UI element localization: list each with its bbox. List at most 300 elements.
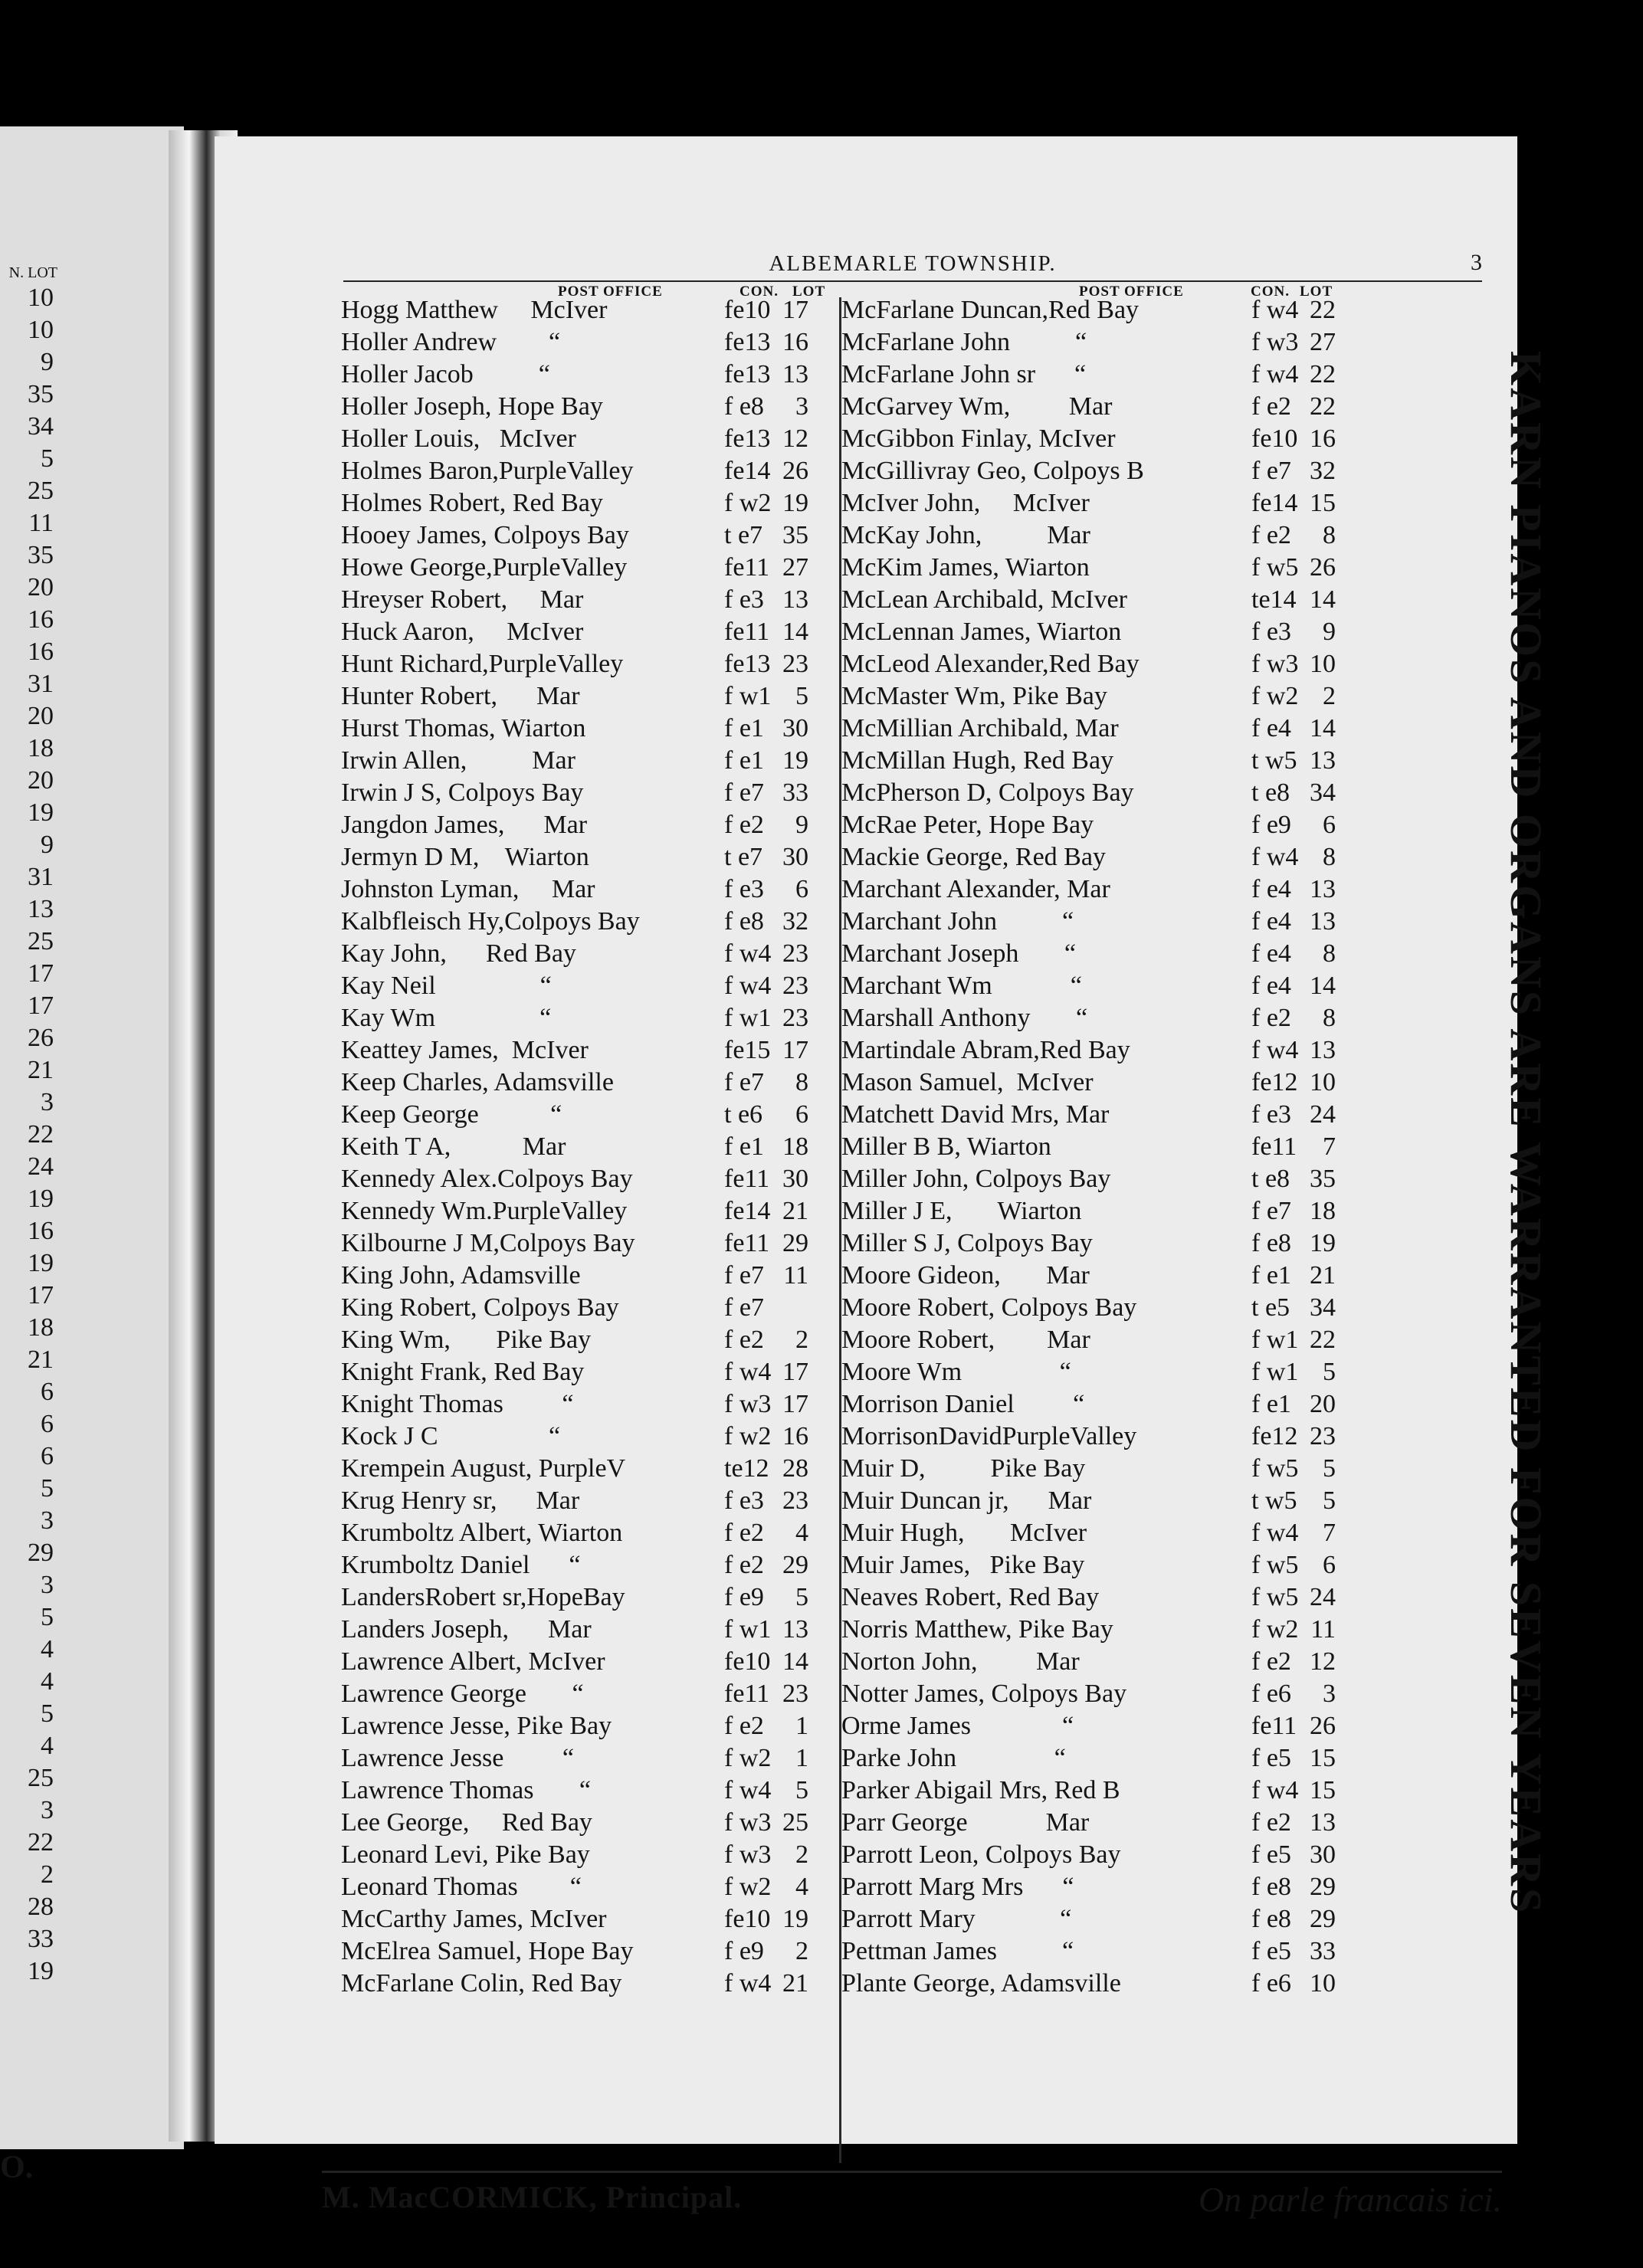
entry-name-post-office: Krempein August, PurpleV <box>341 1454 626 1483</box>
facing-page-lot-value: 21 <box>28 1345 54 1374</box>
entry-concession: t e8 <box>1251 1165 1290 1193</box>
entry-name-post-office: McFarlane John sr “ <box>841 360 1087 388</box>
directory-entry <box>841 1871 1378 1903</box>
directory-entry <box>841 294 1378 326</box>
entry-concession: t w5 <box>1251 746 1297 775</box>
directory-entry <box>841 1839 1378 1871</box>
entry-concession: f w3 <box>724 1808 772 1837</box>
entry-concession: f e1 <box>1251 1261 1291 1290</box>
facing-page-lot-value: 19 <box>28 1185 54 1213</box>
entry-lot: 33 <box>782 778 808 807</box>
entry-name-post-office: Kilbourne J M,Colpoys Bay <box>341 1229 635 1257</box>
entry-lot: 34 <box>1310 1293 1336 1322</box>
entry-concession: f w1 <box>724 1004 772 1032</box>
entry-lot: 8 <box>1323 939 1336 968</box>
entry-lot: 20 <box>1310 1390 1336 1418</box>
facing-page-lot-value: 16 <box>28 637 54 666</box>
facing-page-lot-value: 4 <box>41 1635 54 1663</box>
entry-lot: 17 <box>782 296 808 324</box>
directory-entry <box>341 1614 877 1646</box>
entry-lot: 29 <box>782 1229 808 1257</box>
entry-name-post-office: Irwin J S, Colpoys Bay <box>341 778 584 807</box>
directory-entry <box>341 1968 877 2000</box>
entry-name-post-office: Knight Thomas “ <box>341 1390 574 1418</box>
entry-concession: f e7 <box>724 1068 764 1096</box>
entry-name-post-office: Marshall Anthony “ <box>841 1004 1088 1032</box>
entry-concession: f w4 <box>724 939 772 968</box>
entry-concession: te14 <box>1251 585 1297 614</box>
entry-concession: f w4 <box>724 1776 772 1804</box>
entry-name-post-office: Kay Wm “ <box>341 1004 552 1032</box>
entry-lot: 32 <box>1310 457 1336 485</box>
directory-entry <box>841 1646 1378 1678</box>
directory-entry <box>341 938 877 970</box>
entry-name-post-office: Notter James, Colpoys Bay <box>841 1680 1127 1708</box>
directory-entry <box>841 1067 1378 1099</box>
facing-page-lot-value: 19 <box>28 1957 54 1985</box>
entry-concession: f e3 <box>724 1486 764 1515</box>
entry-lot: 21 <box>782 1197 808 1225</box>
directory-entry <box>341 1292 877 1324</box>
entry-lot: 22 <box>1310 1326 1336 1354</box>
directory-entry <box>341 1388 877 1421</box>
facing-page-lot-value: 22 <box>28 1828 54 1857</box>
entry-name-post-office: Holler Louis, McIver <box>341 424 576 453</box>
entry-name-post-office: Lawrence Albert, McIver <box>341 1647 605 1676</box>
entry-concession: f w1 <box>1251 1358 1299 1386</box>
entry-lot: 7 <box>1323 1132 1336 1161</box>
entry-name-post-office: Hunter Robert, Mar <box>341 682 580 710</box>
entry-name-post-office: Matchett David Mrs, Mar <box>841 1100 1110 1129</box>
facing-page-lot-value: 5 <box>41 1603 54 1631</box>
entry-name-post-office: Hooey James, Colpoys Bay <box>341 521 629 549</box>
entry-name-post-office: Keep Charles, Adamsville <box>341 1068 614 1096</box>
entry-concession: f e7 <box>724 1261 764 1290</box>
directory-entry <box>841 970 1378 1002</box>
entry-concession: f w1 <box>724 1615 772 1644</box>
footer-french-note: On parle francais ici. <box>1198 2180 1502 2219</box>
directory-entry <box>341 1935 877 1968</box>
directory-entry <box>341 1163 877 1195</box>
entry-lot: 11 <box>1310 1615 1336 1644</box>
directory-entry <box>341 423 877 455</box>
entry-lot: 15 <box>1310 1744 1336 1772</box>
entry-concession: f w5 <box>1251 553 1299 582</box>
entry-lot: 10 <box>1310 650 1336 678</box>
entry-concession: fe10 <box>1251 424 1298 453</box>
entry-lot: 5 <box>1323 1454 1336 1483</box>
entry-lot: 13 <box>1310 1036 1336 1064</box>
entry-concession: t e6 <box>724 1100 763 1129</box>
facing-page-lot-value: 35 <box>28 541 54 569</box>
entry-concession: fe10 <box>724 1905 771 1933</box>
entry-lot: 35 <box>782 521 808 549</box>
entry-concession: f e4 <box>1251 714 1291 742</box>
facing-page-lot-value: 20 <box>28 766 54 795</box>
entry-concession: f w4 <box>1251 1776 1299 1804</box>
entry-concession: fe13 <box>724 328 771 356</box>
entry-concession: fe12 <box>1251 1422 1298 1450</box>
entry-name-post-office: Jangdon James, Mar <box>341 811 588 839</box>
facing-page-lot-value: 4 <box>41 1667 54 1696</box>
entry-lot: 10 <box>1310 1068 1336 1096</box>
entry-name-post-office: Parke John “ <box>841 1744 1066 1772</box>
entry-name-post-office: Parrott Marg Mrs “ <box>841 1873 1074 1901</box>
facing-page-lot-value: 25 <box>28 927 54 955</box>
entry-lot: 26 <box>1310 1712 1336 1740</box>
entry-lot: 14 <box>782 618 808 646</box>
facing-page-lot-value: 5 <box>41 444 54 473</box>
entry-concession: f e1 <box>1251 1390 1291 1418</box>
directory-entry <box>341 1678 877 1710</box>
directory-entry <box>341 841 877 873</box>
directory-entry <box>841 1324 1378 1356</box>
entry-name-post-office: Keith T A, Mar <box>341 1132 566 1161</box>
facing-page-lot-value: 4 <box>41 1732 54 1760</box>
directory-entry <box>841 1935 1378 1968</box>
entry-concession: f e3 <box>1251 1100 1291 1129</box>
entry-lot: 17 <box>782 1036 808 1064</box>
facing-page-lot-value: 3 <box>41 1506 54 1535</box>
directory-entry <box>341 809 877 841</box>
right-con-header: CON. <box>1251 284 1290 300</box>
directory-entry <box>341 1356 877 1388</box>
entry-name-post-office: Moore Wm “ <box>841 1358 1071 1386</box>
entry-concession: f w2 <box>1251 1615 1299 1644</box>
entry-concession: fe11 <box>724 1229 770 1257</box>
directory-entry <box>341 1421 877 1453</box>
directory-entry <box>841 1002 1378 1034</box>
directory-entry <box>341 1710 877 1742</box>
directory-entry <box>341 391 877 423</box>
entry-name-post-office: Hunt Richard,PurpleValley <box>341 650 624 678</box>
directory-entry <box>841 1034 1378 1067</box>
entry-concession: f w1 <box>724 682 772 710</box>
entry-lot: 15 <box>1310 489 1336 517</box>
entry-name-post-office: King Robert, Colpoys Bay <box>341 1293 619 1322</box>
entry-name-post-office: McFarlane Colin, Red Bay <box>341 1969 622 1998</box>
entry-name-post-office: McGibbon Finlay, McIver <box>841 424 1116 453</box>
entry-name-post-office: Morrison Daniel “ <box>841 1390 1085 1418</box>
entry-name-post-office: Norris Matthew, Pike Bay <box>841 1615 1113 1644</box>
entry-lot: 2 <box>795 1326 808 1354</box>
entry-name-post-office: Howe George,PurpleValley <box>341 553 628 582</box>
entry-name-post-office: McMillian Archibald, Mar <box>841 714 1119 742</box>
entry-concession: f w4 <box>1251 843 1299 871</box>
entry-lot: 26 <box>1310 553 1336 582</box>
directory-entry <box>841 713 1378 745</box>
entry-concession: f w2 <box>724 489 772 517</box>
directory-entry <box>841 1775 1378 1807</box>
directory-entry <box>341 1839 877 1871</box>
directory-entry <box>341 1646 877 1678</box>
entry-concession: t e5 <box>1251 1293 1290 1322</box>
entry-concession: f e9 <box>724 1937 764 1965</box>
entry-name-post-office: Huck Aaron, McIver <box>341 618 584 646</box>
directory-entry <box>841 519 1378 552</box>
entry-lot: 18 <box>782 1132 808 1161</box>
entry-lot: 19 <box>782 489 808 517</box>
entry-name-post-office: Lawrence Jesse, Pike Bay <box>341 1712 612 1740</box>
entry-name-post-office: Kalbfleisch Hy,Colpoys Bay <box>341 907 640 936</box>
entry-name-post-office: Hreyser Robert, Mar <box>341 585 584 614</box>
entry-lot: 15 <box>1310 1776 1336 1804</box>
entry-concession: t e7 <box>724 843 763 871</box>
entry-name-post-office: King Wm, Pike Bay <box>341 1326 592 1354</box>
directory-entry <box>841 423 1378 455</box>
facing-page-lot-value: 25 <box>28 477 54 505</box>
entry-lot: 4 <box>795 1519 808 1547</box>
entry-name-post-office: Hogg Matthew McIver <box>341 296 608 324</box>
directory-entry <box>841 648 1378 680</box>
entry-name-post-office: Landers Joseph, Mar <box>341 1615 592 1644</box>
directory-entry <box>341 455 877 487</box>
entry-name-post-office: McKay John, Mar <box>841 521 1090 549</box>
directory-entry <box>841 1581 1378 1614</box>
entry-name-post-office: Muir James, Pike Bay <box>841 1551 1085 1579</box>
entry-name-post-office: Pettman James “ <box>841 1937 1074 1965</box>
directory-entry <box>341 1131 877 1163</box>
left-post-office-header: POST OFFICE <box>558 284 663 300</box>
entry-name-post-office: Parker Abigail Mrs, Red B <box>841 1776 1120 1804</box>
entry-lot: 19 <box>782 1905 808 1933</box>
facing-page-lot-value: 5 <box>41 1699 54 1728</box>
directory-entry <box>341 519 877 552</box>
entry-name-post-office: Keep George “ <box>341 1100 562 1129</box>
entry-name-post-office: Krug Henry sr, Mar <box>341 1486 580 1515</box>
entry-name-post-office: Parrott Mary “ <box>841 1905 1072 1933</box>
entry-concession: f e1 <box>724 714 764 742</box>
entry-name-post-office: Moore Gideon, Mar <box>841 1261 1090 1290</box>
directory-entry <box>841 1742 1378 1775</box>
facing-page-lot-value: 22 <box>28 1120 54 1149</box>
entry-name-post-office: Miller John, Colpoys Bay <box>841 1165 1111 1193</box>
directory-entry <box>341 1260 877 1292</box>
entry-name-post-office: Miller B B, Wiarton <box>841 1132 1051 1161</box>
entry-name-post-office: Mackie George, Red Bay <box>841 843 1106 871</box>
entry-lot: 24 <box>1310 1100 1336 1129</box>
entry-concession: fe11 <box>724 1680 770 1708</box>
entry-concession: fe11 <box>1251 1132 1297 1161</box>
entry-name-post-office: Krumboltz Albert, Wiarton <box>341 1519 623 1547</box>
entry-lot: 30 <box>782 843 808 871</box>
entry-lot: 19 <box>782 746 808 775</box>
entry-concession: f e6 <box>1251 1680 1291 1708</box>
entry-concession: f w1 <box>1251 1326 1299 1354</box>
entry-concession: t e8 <box>1251 778 1290 807</box>
directory-entry <box>341 713 877 745</box>
left-column-entries <box>341 294 877 2000</box>
directory-entry <box>341 1871 877 1903</box>
entry-concession: f e7 <box>724 1293 764 1322</box>
directory-entry <box>841 1549 1378 1581</box>
entry-lot: 1 <box>795 1712 808 1740</box>
directory-entry <box>841 938 1378 970</box>
entry-concession: fe11 <box>724 553 770 582</box>
directory-entry <box>841 455 1378 487</box>
directory-entry <box>841 1227 1378 1260</box>
directory-entry <box>841 841 1378 873</box>
entry-name-post-office: Kay John, Red Bay <box>341 939 576 968</box>
vertical-advertisement: KARN PIANOS AND ORGANS ARE WARRANTED FOR SEVEN YEARS <box>1501 351 1551 1916</box>
facing-page-lot-value: 31 <box>28 670 54 698</box>
entry-concession: fe11 <box>1251 1712 1297 1740</box>
directory-entry <box>841 1388 1378 1421</box>
entry-concession: f e2 <box>724 1519 764 1547</box>
entry-name-post-office: Irwin Allen, Mar <box>341 746 576 775</box>
entry-lot: 22 <box>1310 296 1336 324</box>
facing-page-lot-value: 31 <box>28 863 54 891</box>
facing-page-lot-value: 6 <box>41 1442 54 1470</box>
entry-concession: f e5 <box>1251 1937 1291 1965</box>
entry-concession: f e4 <box>1251 907 1291 936</box>
entry-concession: f w2 <box>1251 682 1299 710</box>
entry-name-post-office: McMillan Hugh, Red Bay <box>841 746 1114 775</box>
entry-lot: 16 <box>782 1422 808 1450</box>
facing-page-lot-value: 18 <box>28 734 54 762</box>
entry-name-post-office: Muir D, Pike Bay <box>841 1454 1086 1483</box>
entry-lot: 22 <box>1310 360 1336 388</box>
entry-lot: 8 <box>1323 521 1336 549</box>
entry-lot: 8 <box>1323 843 1336 871</box>
entry-name-post-office: McFarlane Duncan,Red Bay <box>841 296 1140 324</box>
entry-concession: f e4 <box>1251 875 1291 903</box>
entry-name-post-office: Neaves Robert, Red Bay <box>841 1583 1100 1611</box>
facing-page-lot-value: 20 <box>28 573 54 601</box>
facing-page-lot-value: 13 <box>28 895 54 923</box>
entry-name-post-office: McRae Peter, Hope Bay <box>841 811 1094 839</box>
page-title: ALBEMARLE TOWNSHIP. <box>769 251 1057 276</box>
entry-concession: f e7 <box>1251 1197 1291 1225</box>
directory-entry <box>841 1517 1378 1549</box>
directory-entry <box>341 584 877 616</box>
entry-name-post-office: Kennedy Wm.PurpleValley <box>341 1197 628 1225</box>
entry-concession: f e5 <box>1251 1840 1291 1869</box>
entry-lot: 10 <box>1310 1969 1336 1998</box>
directory-entry <box>841 1260 1378 1292</box>
entry-name-post-office: Lawrence Thomas “ <box>341 1776 592 1804</box>
entry-name-post-office: McGillivray Geo, Colpoys B <box>841 457 1144 485</box>
facing-page-lot-value: 3 <box>41 1571 54 1599</box>
entry-name-post-office: Miller S J, Colpoys Bay <box>841 1229 1093 1257</box>
entry-lot: 30 <box>1310 1840 1336 1869</box>
entry-name-post-office: Holmes Baron,PurpleValley <box>341 457 634 485</box>
entry-name-post-office: Leonard Levi, Pike Bay <box>341 1840 590 1869</box>
directory-entry <box>841 1903 1378 1935</box>
entry-lot: 25 <box>782 1808 808 1837</box>
entry-name-post-office: MorrisonDavidPurpleValley <box>841 1422 1137 1450</box>
entry-concession: f e9 <box>1251 811 1291 839</box>
entry-lot: 32 <box>782 907 808 936</box>
entry-lot: 13 <box>1310 746 1336 775</box>
entry-lot: 30 <box>782 714 808 742</box>
entry-name-post-office: Holmes Robert, Red Bay <box>341 489 603 517</box>
entry-concession: f e8 <box>1251 1229 1291 1257</box>
entry-concession: f e8 <box>1251 1905 1291 1933</box>
directory-entry <box>341 1099 877 1131</box>
entry-lot: 16 <box>1310 424 1336 453</box>
directory-entry <box>341 1324 877 1356</box>
directory-entry <box>841 809 1378 841</box>
directory-entry <box>341 1485 877 1517</box>
entry-lot: 2 <box>1323 682 1336 710</box>
directory-entry <box>341 1002 877 1034</box>
entry-lot: 5 <box>795 1583 808 1611</box>
entry-name-post-office: Hurst Thomas, Wiarton <box>341 714 586 742</box>
entry-concession: f w3 <box>1251 650 1299 678</box>
footer-principal: M. MacCORMICK, Principal. <box>322 2180 743 2214</box>
directory-entry <box>341 648 877 680</box>
entry-name-post-office: Martindale Abram,Red Bay <box>841 1036 1130 1064</box>
facing-page-lot-value: 9 <box>41 348 54 376</box>
directory-entry <box>841 584 1378 616</box>
entry-lot: 33 <box>1310 1937 1336 1965</box>
directory-entry <box>341 487 877 519</box>
entry-name-post-office: McKim James, Wiarton <box>841 553 1090 582</box>
entry-concession: fe13 <box>724 424 771 453</box>
entry-concession: f e3 <box>724 875 764 903</box>
entry-name-post-office: Lawrence George “ <box>341 1680 584 1708</box>
entry-concession: f e7 <box>1251 457 1291 485</box>
entry-concession: f e1 <box>724 1132 764 1161</box>
entry-concession: te12 <box>724 1454 769 1483</box>
entry-name-post-office: Lawrence Jesse “ <box>341 1744 574 1772</box>
entry-name-post-office: Plante George, Adamsville <box>841 1969 1121 1998</box>
directory-entry <box>341 1581 877 1614</box>
entry-lot: 5 <box>1323 1358 1336 1386</box>
directory-entry <box>341 906 877 938</box>
directory-entry <box>341 1067 877 1099</box>
entry-name-post-office: McLean Archibald, McIver <box>841 585 1127 614</box>
directory-entry <box>341 359 877 391</box>
directory-page <box>215 136 1551 2219</box>
entry-concession: f e2 <box>724 1712 764 1740</box>
directory-entry <box>841 487 1378 519</box>
entry-lot: 23 <box>782 972 808 1000</box>
entry-concession: f w2 <box>724 1744 772 1772</box>
entry-concession: t w5 <box>1251 1486 1297 1515</box>
facing-page-lot-header: N. LOT <box>8 264 57 281</box>
directory-entry <box>341 970 877 1002</box>
entry-concession: fe14 <box>724 457 771 485</box>
entry-concession: f w2 <box>724 1873 772 1901</box>
page-header <box>343 250 1482 282</box>
entry-concession: f w3 <box>724 1390 772 1418</box>
directory-entry <box>841 1195 1378 1227</box>
facing-page-lot-value: 18 <box>28 1313 54 1342</box>
entry-lot: 13 <box>1310 1808 1336 1837</box>
page-footer <box>322 2171 1502 2227</box>
entry-concession: fe13 <box>724 360 771 388</box>
entry-name-post-office: McMaster Wm, Pike Bay <box>841 682 1107 710</box>
directory-entry <box>841 777 1378 809</box>
entry-concession: f e3 <box>1251 618 1291 646</box>
entry-name-post-office: McGarvey Wm, Mar <box>841 392 1113 421</box>
entry-lot: 14 <box>1310 585 1336 614</box>
entry-name-post-office: Moore Robert, Colpoys Bay <box>841 1293 1137 1322</box>
entry-lot: 5 <box>795 1776 808 1804</box>
directory-entry <box>341 873 877 906</box>
facing-page-lot-value: 20 <box>28 702 54 730</box>
entry-lot: 6 <box>1323 1551 1336 1579</box>
entry-lot: 23 <box>782 650 808 678</box>
facing-page-lot-value: 17 <box>28 991 54 1020</box>
entry-name-post-office: Moore Robert, Mar <box>841 1326 1090 1354</box>
page-number: 3 <box>1471 250 1482 275</box>
directory-entry <box>841 1614 1378 1646</box>
entry-name-post-office: Parrott Leon, Colpoys Bay <box>841 1840 1121 1869</box>
entry-lot: 9 <box>795 811 808 839</box>
